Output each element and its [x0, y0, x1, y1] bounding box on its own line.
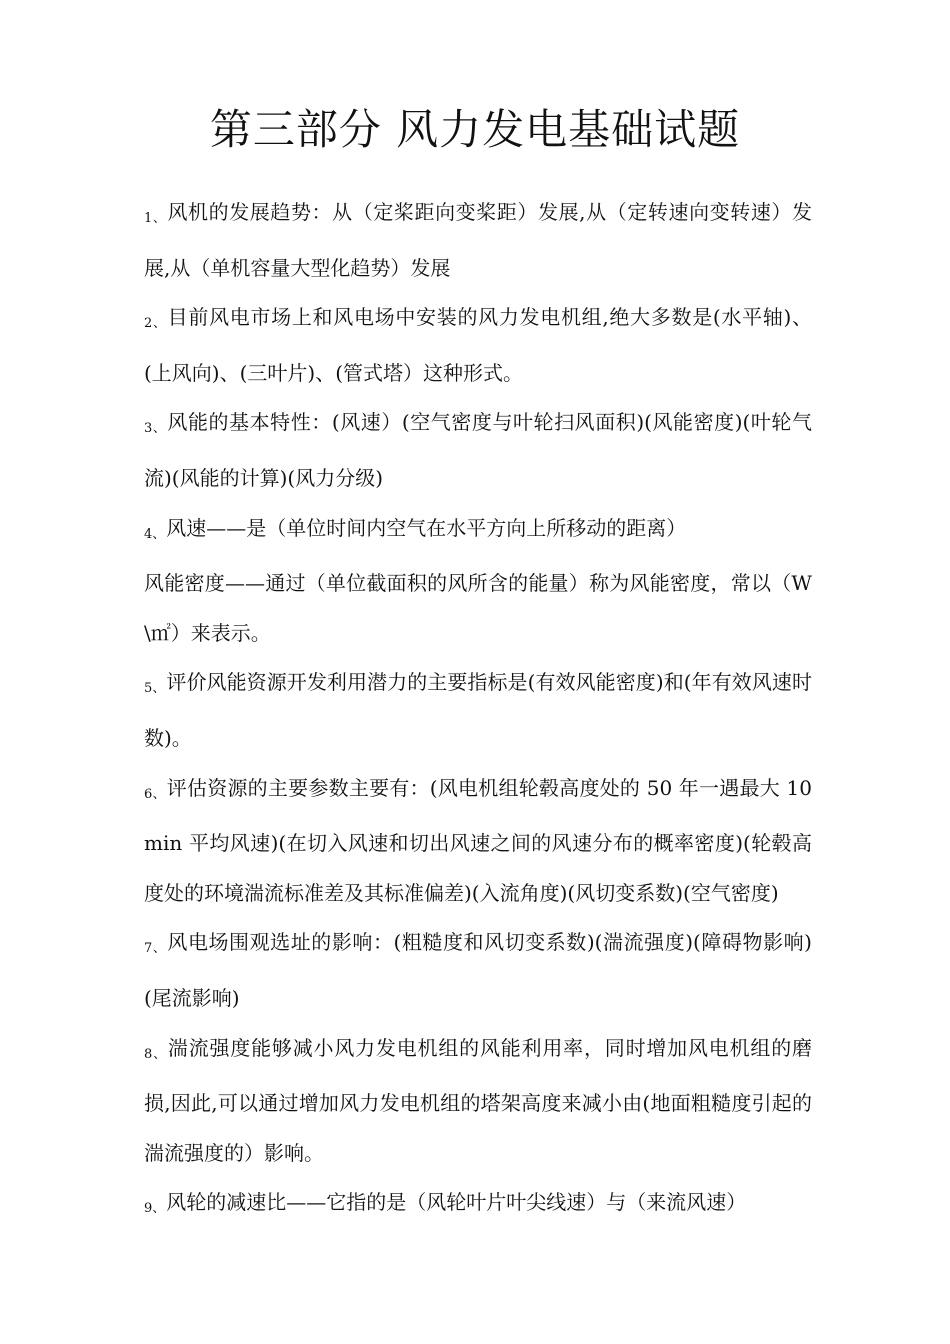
question-item-5 [144, 658, 812, 763]
question-text: 风能的基本特性：(风速）(空气密度与叶轮扫风面积)(风能密度)(叶轮气流)(风能的计算)(风力分级) [144, 410, 812, 490]
question-text: 评估资源的主要参数主要有：(风电机组轮毂高度处的 50 年一遇最大 10min 平均风速)(在切入风速和切出风速之间的风速分布的概率密度)(轮毂高度处的环境湍流标准差及其标准偏差)(入流角度)(风切变系数)(空气密度) [144, 775, 812, 905]
question-text: 湍流强度能够减小风力发电机组的风能利用率，同时增加风电机组的磨损,因此,可以通过增加风力发电机组的塔架高度来减小由(地面粗糙度引起的湍流强度的）影响。 [144, 1035, 813, 1165]
question-item-3 [144, 398, 812, 503]
question-number: 3、 [144, 421, 167, 437]
question-text: 目前风电市场上和风电场中安装的风力发电机组,绝大多数是(水平轴)、(上风向)、(三叶片)、(管式塔）这种形式。 [144, 305, 812, 385]
question-number: 9、 [144, 1201, 166, 1217]
question-text: 风速——是（单位时间内空气在水平方向上所移动的距离） [166, 515, 687, 540]
question-text: 风电场围观选址的影响：(粗糙度和风切变系数)(湍流强度)(障碍物影响)(尾流影响) [144, 930, 812, 1010]
question-item-4 [144, 504, 812, 560]
question-list [144, 188, 812, 1234]
question-text: 评价风能资源开发利用潜力的主要指标是(有效风能密度)和(年有效风速时数)。 [144, 670, 812, 750]
question-item-9 [144, 1178, 812, 1234]
question-number: 2、 [144, 316, 167, 332]
question-number: 1、 [144, 211, 167, 226]
question-text: 风机的发展趋势：从（定桨距向变桨距）发展,从（定转速向变转速）发展,从（单机容量大型化趋势）发展 [144, 200, 812, 280]
question-number: 5、 [144, 681, 166, 697]
question-text: 风轮的减速比——它指的是（风轮叶片叶尖线速）与（来流风速） [166, 1190, 747, 1215]
question-text: 风能密度——通过（单位截面积的风所含的能量）称为风能密度，常以（W\㎡）来表示。 [144, 571, 812, 645]
question-number: 6、 [144, 786, 166, 802]
document-title: 第三部分 风力发电基础试题 [209, 105, 741, 154]
question-item-4-continued [144, 559, 812, 658]
question-item-1 [144, 188, 812, 293]
question-item-6 [144, 764, 812, 919]
question-number: 4、 [144, 526, 166, 542]
question-item-2 [144, 293, 812, 398]
question-item-7 [144, 918, 812, 1023]
question-number: 7、 [144, 941, 167, 957]
question-number: 8、 [144, 1046, 167, 1062]
question-item-8 [144, 1024, 812, 1179]
